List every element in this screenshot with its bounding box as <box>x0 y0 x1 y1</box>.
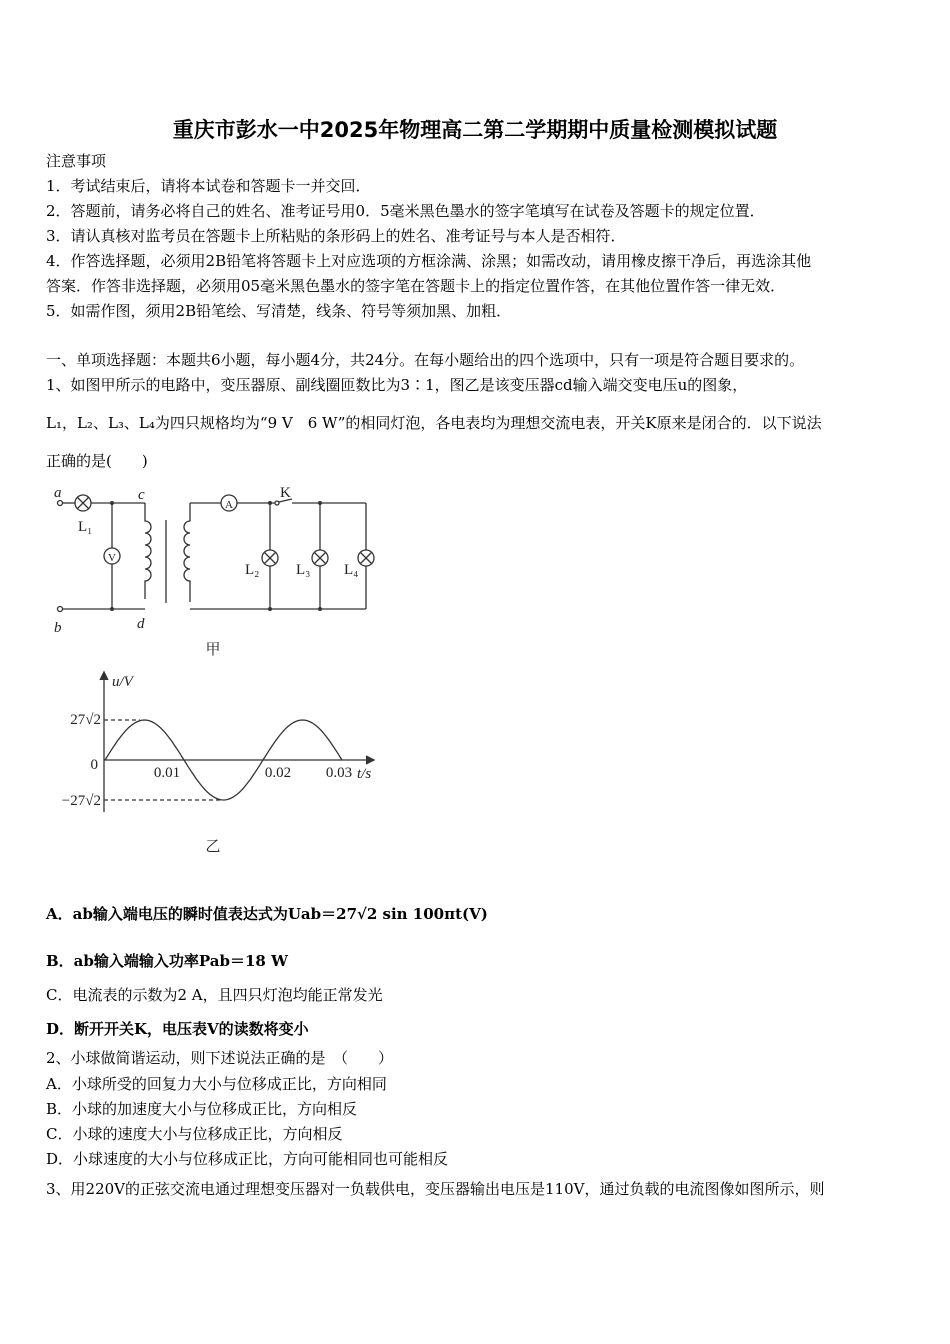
secondary-coil-icon <box>184 503 190 602</box>
notice-item: 3．请认真核对监考员在答题卡上所粘贴的条形码上的姓名、准考证号与本人是否相符． <box>46 227 626 245</box>
figure-caption-jia: 甲 <box>205 642 221 658</box>
x-axis-label: t/s <box>357 766 372 782</box>
q2-option-d: D．小球速度的大小与位移成正比，方向可能相同也可能相反 <box>46 1150 449 1168</box>
terminal-a-label: a <box>54 485 62 501</box>
q2-option-b: B．小球的加速度大小与位移成正比，方向相反 <box>46 1100 358 1118</box>
notice-item: 答案．作答非选择题，必须用05毫米黑色墨水的签字笔在答题卡上的指定位置作答，在其他位置作答一律无效． <box>46 277 786 295</box>
ammeter-label: A <box>225 499 233 511</box>
notice-item: 1．考试结束后，请将本试卷和答题卡一并交回． <box>46 177 371 195</box>
notice-heading: 注意事项 <box>46 152 107 170</box>
origin-label: 0 <box>90 757 98 773</box>
q1-stem: L₁，L₂、L₃、L₄为四只规格均为“9 V 6 W”的相同灯泡，各电表均为理想交流电表，开关K原来是闭合的．以下说法 <box>46 414 822 432</box>
q1-stem: 1、如图甲所示的电路中，变压器原、副线圈匝数比为3∶1，图乙是该变压器cd输入端交变电压u的图象， <box>46 376 748 394</box>
q1-option-b: B．ab输入端输入功率Pab＝18 W <box>46 952 288 970</box>
section-heading: 一、单项选择题：本题共6小题，每小题4分，共24分。在每小题给出的四个选项中，只有一项是符合题目要求的。 <box>46 351 805 369</box>
x-tick-label: 0.03 <box>325 765 353 781</box>
voltage-graph <box>100 672 374 812</box>
notice-item: 4．作答选择题，必须用2B铅笔将答题卡上对应选项的方框涂满、涂黑；如需改动，请用橡皮擦干净后，再选涂其他 <box>46 252 812 270</box>
notice-item: 2．答题前，请务必将自己的姓名、准考证号用0．5毫米黑色墨水的签字笔填写在试卷及答题卡的规定位置． <box>46 202 765 220</box>
primary-coil-icon <box>145 503 151 599</box>
figure-caption-yi: 乙 <box>205 839 221 855</box>
circuit-diagram <box>58 495 375 612</box>
y-axis-label: u/V <box>112 674 133 690</box>
lamp-l3-label: L₃ <box>296 562 311 578</box>
terminal-c-label: c <box>138 487 145 503</box>
lamp-l2-label: L₂ <box>245 562 260 578</box>
lamp-l1-label: L₁ <box>78 519 93 535</box>
x-tick-label: 0.02 <box>264 765 292 781</box>
q1-option-c: C．电流表的示数为2 A，且四只灯泡均能正常发光 <box>46 986 383 1004</box>
q3-stem: 3、用220V的正弦交流电通过理想变压器对一负载供电，变压器输出电压是110V，通过负载的电流图像如图所示，则 <box>46 1180 825 1198</box>
page-title: 重庆市彭水一中2025年物理高二第二学期期中质量检测模拟试题 <box>172 118 778 142</box>
q1-option-a: A．ab输入端电压的瞬时值表达式为Uab＝27√2 sin 100πt(V) <box>46 905 488 923</box>
terminal-d-label: d <box>137 616 145 632</box>
voltmeter-label: V <box>108 552 116 564</box>
q1-stem: 正确的是( ) <box>46 452 148 470</box>
switch-k-label: K <box>280 485 291 501</box>
q2-option-a: A．小球所受的回复力大小与位移成正比，方向相同 <box>46 1075 387 1093</box>
notice-item: 5．如需作图，须用2B铅笔绘、写清楚，线条、符号等须加黑、加粗． <box>46 302 512 320</box>
x-tick-label: 0.01 <box>153 765 181 781</box>
lamp-l4-label: L₄ <box>344 562 359 578</box>
terminal-b-label: b <box>54 620 62 636</box>
y-max-label: 27√2 <box>70 712 101 728</box>
y-min-label: −27√2 <box>61 793 101 809</box>
q2-option-c: C．小球的速度大小与位移成正比，方向相反 <box>46 1125 343 1143</box>
q2-stem: 2、小球做简谐运动，则下述说法正确的是 （ ） <box>46 1049 394 1067</box>
q1-option-d: D．断开开关K，电压表V的读数将变小 <box>46 1020 309 1038</box>
